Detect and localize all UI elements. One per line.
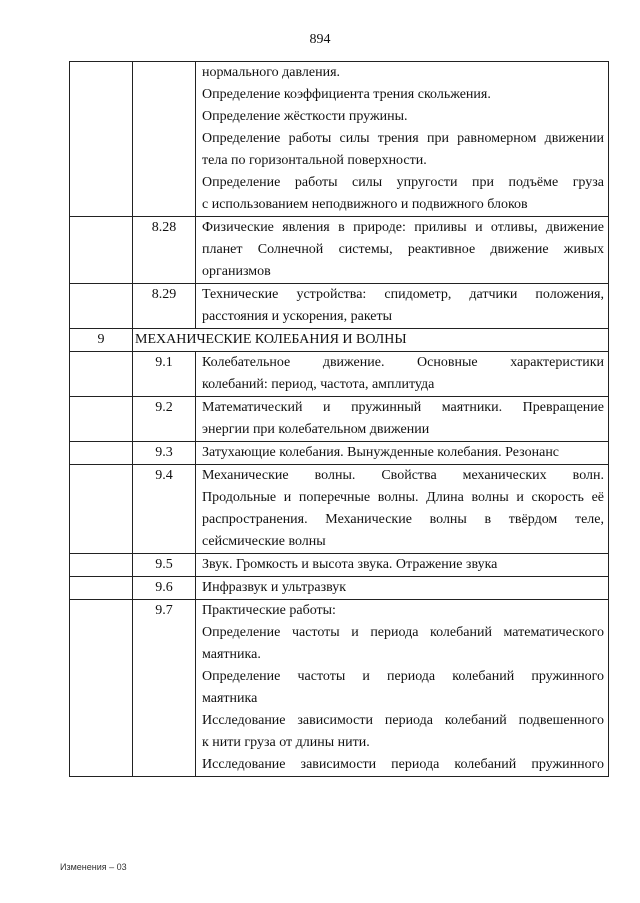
item-number: 8.28 xyxy=(151,220,177,235)
section-number-cell xyxy=(70,284,133,329)
content-line: Продольные и поперечные волны. Длина волны и скорость её xyxy=(202,490,604,505)
section-number: 9 xyxy=(97,332,105,347)
item-number: 9.1 xyxy=(155,355,173,370)
table-row xyxy=(70,442,609,465)
section-number-cell xyxy=(70,442,133,465)
content-line: организмов xyxy=(202,264,271,279)
section-number-cell xyxy=(70,352,133,397)
table-body xyxy=(70,62,609,777)
content-line: Колебательное движение. Основные характеристики xyxy=(202,355,604,370)
table-row xyxy=(70,397,609,442)
item-number-cell xyxy=(133,352,196,397)
section-number-cell xyxy=(70,397,133,442)
table-row xyxy=(70,284,609,329)
content-line: Определение коэффициента трения скольжения. xyxy=(202,87,491,102)
table-row xyxy=(70,600,609,777)
content-line: Определение частоты и периода колебаний математического xyxy=(202,625,604,640)
item-content-cell xyxy=(196,352,609,397)
item-content-cell xyxy=(196,442,609,465)
item-number-cell xyxy=(133,284,196,329)
content-line: Механические волны. Свойства механических волн. xyxy=(202,468,604,483)
section-number-cell xyxy=(70,329,133,352)
section-number-cell xyxy=(70,465,133,554)
item-number: 8.29 xyxy=(151,287,177,302)
item-number-cell xyxy=(133,554,196,577)
item-content-cell xyxy=(196,284,609,329)
content-line: Математический и пружинный маятники. Превращение xyxy=(202,400,604,415)
item-number: 9.5 xyxy=(155,557,173,572)
item-number-cell xyxy=(133,397,196,442)
section-title: МЕХАНИЧЕСКИЕ КОЛЕБАНИЯ И ВОЛНЫ xyxy=(133,329,609,352)
item-content-cell xyxy=(196,465,609,554)
content-line: планет Солнечной системы, реактивное движение живых xyxy=(202,242,604,257)
table-row xyxy=(70,577,609,600)
item-content-cell xyxy=(196,62,609,217)
content-line: Инфразвук и ультразвук xyxy=(202,580,347,595)
content-line: Исследование зависимости периода колебаний подвешенного xyxy=(202,713,604,728)
item-number: 9.3 xyxy=(155,445,173,460)
table-row xyxy=(70,554,609,577)
table-row xyxy=(70,217,609,284)
content-line: Определение работы силы упругости при подъёме груза xyxy=(202,175,604,190)
content-line: расстояния и ускорения, ракеты xyxy=(202,309,393,324)
content-line: Физические явления в природе: приливы и отливы, движение xyxy=(202,220,604,235)
content-line: энергии при колебательном движении xyxy=(202,422,430,437)
content-line: Звук. Громкость и высота звука. Отражение звука xyxy=(202,557,498,572)
item-number: 9.6 xyxy=(155,580,173,595)
item-content-cell xyxy=(196,600,609,777)
section-number-cell xyxy=(70,554,133,577)
content-line: Определение жёсткости пружины. xyxy=(202,109,408,124)
table-row xyxy=(70,465,609,554)
item-content-cell xyxy=(196,397,609,442)
content-line: с использованием неподвижного и подвижного блоков xyxy=(202,197,528,212)
content-line: колебаний: период, частота, амплитуда xyxy=(202,377,435,392)
item-number-cell xyxy=(133,217,196,284)
item-number-cell xyxy=(133,442,196,465)
content-line: тела по горизонтальной поверхности. xyxy=(202,153,427,168)
item-number-cell xyxy=(133,62,196,217)
content-line: Технические устройства: спидометр, датчики положения, xyxy=(202,287,604,302)
section-number-cell xyxy=(70,577,133,600)
section-number-cell xyxy=(70,600,133,777)
item-number-cell xyxy=(133,600,196,777)
section-row xyxy=(70,329,609,352)
table-row xyxy=(70,352,609,397)
section-number-cell xyxy=(70,217,133,284)
content-line: Определение работы силы трения при равномерном движении xyxy=(202,131,604,146)
page-number: 894 xyxy=(309,32,331,47)
item-number: 9.4 xyxy=(155,468,173,483)
content-line: Определение частоты и периода колебаний пружинного xyxy=(202,669,604,684)
footer-revision-note: Изменения – 03 xyxy=(60,862,127,872)
content-line: Исследование зависимости периода колебаний пружинного xyxy=(202,757,604,772)
content-line: маятника. xyxy=(202,647,261,662)
content-line: нормального давления. xyxy=(202,65,341,80)
section-number-cell xyxy=(70,62,133,217)
item-content-cell xyxy=(196,577,609,600)
content-line: маятника xyxy=(202,691,258,706)
content-line: Практические работы: xyxy=(202,603,336,618)
table-row xyxy=(70,62,609,217)
item-number-cell xyxy=(133,577,196,600)
content-line: к нити груза от длины нити. xyxy=(202,735,370,750)
item-content-cell xyxy=(196,217,609,284)
content-line: сейсмические волны xyxy=(202,534,326,549)
item-content-cell xyxy=(196,554,609,577)
item-number: 9.7 xyxy=(155,603,173,618)
content-line: распространения. Механические волны в твёрдом теле, xyxy=(202,512,604,527)
curriculum-table xyxy=(69,61,609,777)
item-number-cell xyxy=(133,465,196,554)
item-number: 9.2 xyxy=(155,400,173,415)
content-line: Затухающие колебания. Вынужденные колебания. Резонанс xyxy=(202,445,560,460)
